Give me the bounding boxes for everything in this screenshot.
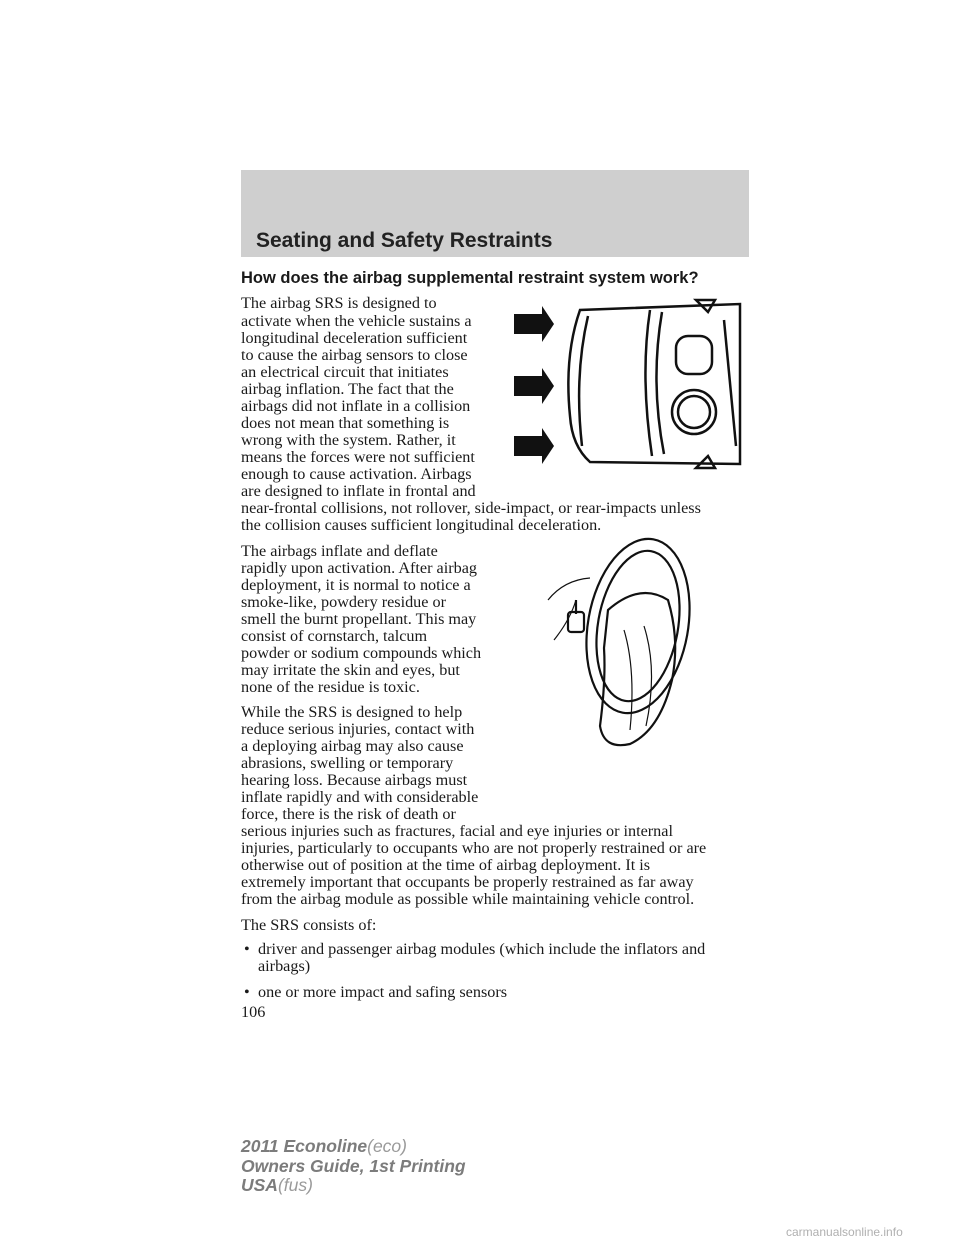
text-line: an electrical circuit that initiates [241, 363, 449, 381]
text-line: near-frontal collisions, not rollover, side-impact, or rear-impacts unless [241, 499, 701, 517]
document-footer [241, 1137, 466, 1196]
footer-model: 2011 Econoline [241, 1136, 368, 1156]
impact-arrow-icon [514, 306, 554, 342]
frontal-impact-illustration [510, 296, 750, 472]
vehicle-front-outline [568, 300, 740, 468]
deployed-airbag-illustration [540, 530, 695, 750]
text-line: enough to cause activation. Airbags [241, 465, 472, 483]
text-line: a deploying airbag may also cause [241, 737, 464, 755]
section-title: Seating and Safety Restraints [256, 229, 553, 252]
srs-intro: The SRS consists of: [241, 916, 377, 934]
impact-arrow-icon [514, 368, 554, 404]
footer-line [241, 1137, 466, 1157]
text-line: consist of cornstarch, talcum [241, 627, 428, 645]
text-line: serious injuries such as fractures, facial and eye injuries or internal [241, 822, 673, 840]
text-line: airbags) [258, 957, 311, 975]
text-line: driver and passenger airbag modules (which include the inflators and [258, 940, 706, 958]
steering-wheel-outline [573, 531, 695, 722]
text-line: The airbags inflate and deflate [241, 542, 438, 560]
text-line: abrasions, swelling or temporary [241, 754, 454, 772]
text-line: activate when the vehicle sustains a [241, 312, 472, 330]
text-line: to cause the airbag sensors to close [241, 346, 468, 364]
text-line: otherwise out of position at the time of airbag deployment. It is [241, 856, 651, 874]
text-line: longitudinal deceleration sufficient [241, 329, 468, 347]
text-line: are designed to inflate in frontal and [241, 482, 476, 500]
text-line: may irritate the skin and eyes, but [241, 661, 460, 679]
bullet-glyph: • [244, 940, 250, 958]
text-line: smell the burnt propellant. This may [241, 610, 477, 628]
text-line: one or more impact and safing sensors [258, 983, 508, 1001]
text-line: inflate rapidly and with considerable [241, 788, 479, 806]
text-line: does not mean that something is [241, 414, 450, 432]
text-line: powder or sodium compounds which [241, 644, 482, 662]
text-line: airbag inflation. The fact that the [241, 380, 454, 398]
subheading: How does the airbag supplemental restraint system work? [241, 269, 699, 287]
bullet-glyph: • [244, 983, 250, 1001]
text-line: deployment, it is normal to notice a [241, 576, 471, 594]
text-line: wrong with the system. Rather, it [241, 431, 456, 449]
text-line: reduce serious injuries, contact with [241, 720, 475, 738]
text-line: the collision causes sufficient longitudinal deceleration. [241, 516, 602, 534]
footer-printing: Owners Guide, 1st Printing [241, 1155, 466, 1176]
text-line: hearing loss. Because airbags must [241, 771, 468, 789]
page-number: 106 [241, 1003, 266, 1021]
text-line: means the forces were not sufficient [241, 448, 475, 466]
text-line: smoke-like, powdery residue or [241, 593, 446, 611]
footer-model-code: (eco) [367, 1136, 407, 1156]
text-line: extremely important that occupants be properly restrained as far away [241, 873, 694, 891]
text-line: airbags did not inflate in a collision [241, 397, 471, 415]
airbag-cushion [600, 593, 675, 745]
text-line: While the SRS is designed to help [241, 703, 463, 721]
text-line: force, there is the risk of death or [241, 805, 456, 823]
impact-arrow-icon [514, 428, 554, 464]
text-line: none of the residue is toxic. [241, 678, 420, 696]
watermark-text: carmanualsonline.info [786, 1225, 903, 1239]
text-line: rapidly upon activation. After airbag [241, 559, 477, 577]
text-line: from the airbag module as possible while maintaining vehicle control. [241, 890, 695, 908]
footer-market: USA [241, 1175, 278, 1195]
footer-market-code: (fus) [277, 1175, 313, 1195]
footer-line [241, 1176, 466, 1196]
text-line: The airbag SRS is designed to [241, 294, 437, 312]
text-line: injuries, particularly to occupants who are not properly restrained or are [241, 839, 707, 857]
